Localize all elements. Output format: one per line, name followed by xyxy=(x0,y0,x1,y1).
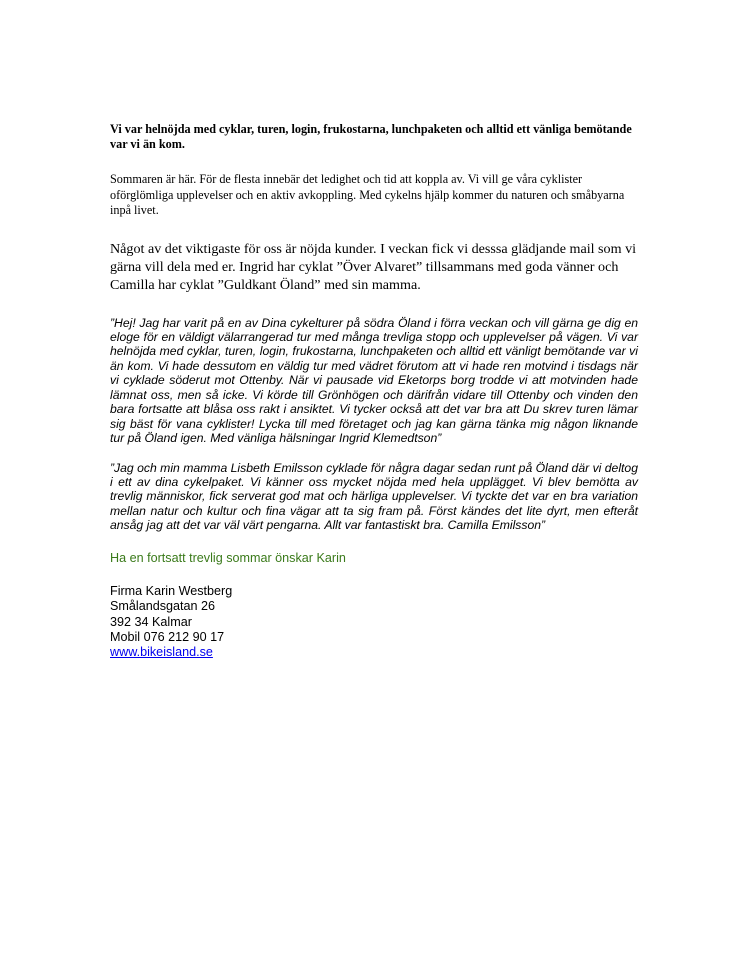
quote-ingrid: ”Hej! Jag har varit på en av Dina cykelturer på södra Öland i förra veckan och vill gärna ge dig en eloge för en väldigt välarrangerad tur med många trevliga stopp och upplevelser på vägen. Vi var helnöjda med cyklar, turen, login, frukostarna, lunchpaketen och alltid ett vänligt bemötande var vi än kom. Vi hade dessutom en väldig tur med vädret förutom att vi hade ren motvind i tisdags när vi cyklade söderut mot Ottenby. När vi pausade vid Eketorps borg trodde vi att motvinden hade lämnat oss, men så icke. Vi körde till Grönhögen och därifrån vidare till Ottenby och vinden den bara fortsatte att blåsa oss rakt i ansiktet. Vi tycker också att det var bra att Du skrev turen lämar sig bäst för vana cyklister! Lycka till med företaget och jag kan gärna tänka mig någon liknande tur på Öland igen. Med vänliga hälsningar Ingrid Klemedtson” xyxy=(110,315,638,446)
website-link[interactable]: www.bikeisland.se xyxy=(110,645,213,660)
street-address: Smålandsgatan 26 xyxy=(110,599,216,614)
intro-paragraph: Sommaren är här. För de flesta innebär det ledighet och tid att koppla av. Vi vill ge våra cyklister oförglömliga upplevelser och en aktiv avkoppling. Med cykelns hjälp kommer du naturen och småbyarna inpå livet. xyxy=(110,172,625,217)
document-page xyxy=(110,122,638,661)
company-name: Firma Karin Westberg xyxy=(110,583,233,598)
closing-greeting: Ha en fortsatt trevlig sommar önskar Karin xyxy=(110,550,346,565)
document-heading: Vi var helnöjda med cyklar, turen, login, frukostarna, lunchpaketen och alltid ett vänliga bemötande var vi än kom. xyxy=(110,122,632,151)
customers-paragraph: Något av det viktigaste för oss är nöjda kunder. I veckan fick vi desssa glädjande mail som vi gärna vill dela med er. Ingrid har cyklat ”Över Alvaret” tillsammans med goda vänner och Camilla har cyklat ”Guldkant Öland” med sin mamma. xyxy=(110,240,637,293)
contact-block xyxy=(110,584,638,661)
quote-camilla: ”Jag och min mamma Lisbeth Emilsson cyklade för några dagar sedan runt på Öland där vi deltog i ett av dina cykelpaket. Vi känner oss mycket nöjda med hela upplägget. Vi blev bemötta av trevlig människor, fick serverat god mat och härliga upplevelser. Vi tyckte det var en bra variation mellan natur och kultur och fina vägar att ta sig fram på. Först kändes det lite dyrt, men efteråt ansåg jag att det var väl värt pengarna. Allt var fantastiskt bra. Camilla Emilsson” xyxy=(110,460,638,533)
postal-address: 392 34 Kalmar xyxy=(110,614,192,629)
mobile-number: Mobil 076 212 90 17 xyxy=(110,630,225,645)
